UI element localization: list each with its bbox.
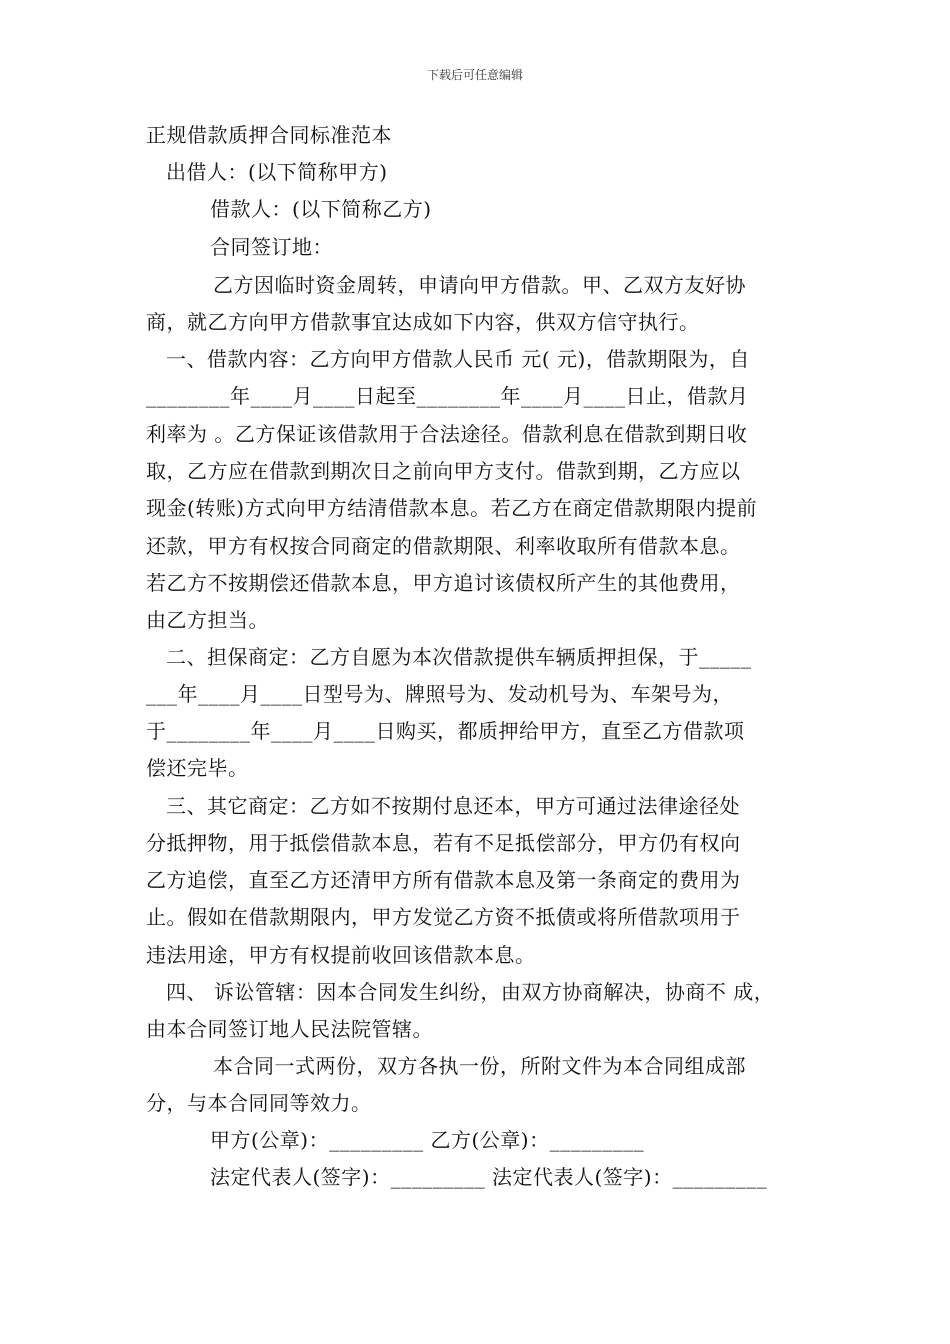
paragraph-line: 违法用途，甲方有权提前收回该借款本息。 — [146, 943, 536, 967]
paragraph-line: 止。假如在借款期限内，甲方发觉乙方资不抵债或将所借款项用于 — [146, 905, 741, 929]
paragraph-line: 若乙方不按期偿还借款本息，甲方追讨该债权所产生的其他费用， — [146, 571, 741, 595]
party-seal-line: 甲方(公章)：_________ 乙方(公章)：_________ — [210, 1128, 645, 1152]
paragraph-line: 乙方因临时资金周转，申请向甲方借款。甲、乙双方友好协 — [213, 273, 746, 297]
borrower-line: 借款人：(以下简称乙方) — [210, 197, 432, 221]
paragraph-line: 三、其它商定：乙方如不按期付息还本，甲方可通过法律途径处 — [166, 794, 740, 818]
page-header: 下载后可任意编辑 — [426, 68, 523, 82]
paragraph-line: 还款，甲方有权按合同商定的借款期限、利率收取所有借款本息。 — [146, 534, 741, 558]
representative-signature-line: 法定代表人(签字)：_________ 法定代表人(签字)：_________ — [210, 1165, 768, 1189]
paragraph-line: 一、借款内容：乙方向甲方借款人民币 元( 元)，借款期限为，自 — [166, 347, 750, 371]
paragraph-line: 由乙方担当。 — [146, 608, 269, 632]
paragraph-line: 二、担保商定：乙方自愿为本次借款提供车辆质押担保，于_____ — [166, 645, 752, 669]
paragraph-line: 本合同一式两份，双方各执一份，所附文件为本合同组成部 — [213, 1054, 746, 1078]
paragraph-line: 现金(转账)方式向甲方结清借款本息。若乙方在商定借款期限内提前 — [146, 496, 758, 520]
paragraph-line: 由本合同签订地人民法院管辖。 — [146, 1017, 433, 1041]
paragraph-line: 利率为 。乙方保证该借款用于合法途径。借款利息在借款到期日收 — [146, 422, 748, 446]
paragraph-line: 乙方追偿，直至乙方还清甲方所有借款本息及第一条商定的费用为 — [146, 868, 741, 892]
paragraph-line: 分抵押物，用于抵偿借款本息，若有不足抵偿部分，甲方仍有权向 — [146, 831, 741, 855]
paragraph-line: 商，就乙方向甲方借款事宜达成如下内容，供双方信守执行。 — [146, 310, 700, 334]
signing-place-line: 合同签订地： — [210, 235, 333, 259]
paragraph-line: 于________年____月____日购买，都质押给甲方，直至乙方借款项 — [146, 719, 745, 743]
paragraph-line: 取，乙方应在借款到期次日之前向甲方支付。借款到期，乙方应以 — [146, 459, 741, 483]
paragraph-line: 四、 诉讼管辖：因本合同发生纠纷，由双方协商解决，协商不 成， — [166, 980, 775, 1004]
paragraph-line: ________年____月____日起至________年____月____日止，借款月 — [146, 384, 749, 408]
document-title: 正规借款质押合同标准范本 — [146, 123, 392, 147]
lender-line: 出借人：(以下简称甲方) — [166, 160, 388, 184]
paragraph-line: ___年____月____日型号为、牌照号为、发动机号为、车架号为， — [146, 682, 733, 706]
paragraph-line: 分，与本合同同等效力。 — [146, 1091, 372, 1115]
paragraph-line: 偿还完毕。 — [146, 756, 249, 780]
